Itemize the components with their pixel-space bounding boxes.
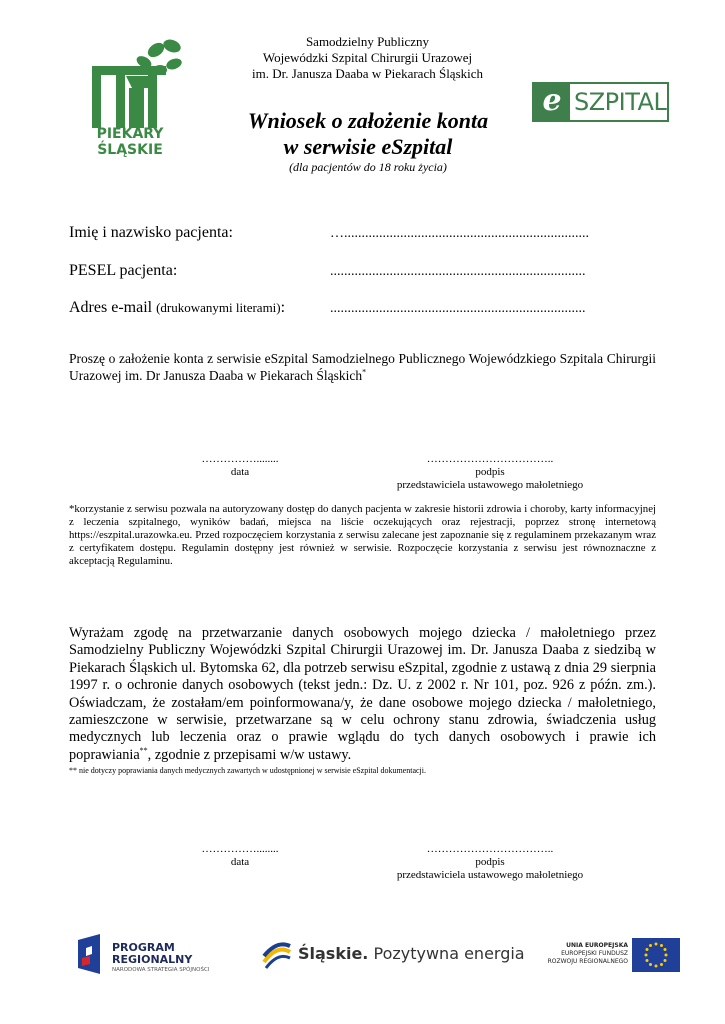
institution-line-2: Wojewódzki Szpital Chirurgii Urazowej bbox=[262, 50, 473, 65]
eszpital-logo bbox=[532, 82, 669, 122]
consent-text-1: Wyrażam zgodę na przetwarzanie danych osobowych mojego dziecka / małoletniego przez Samodzielny Publiczny Wojewódzki Szpital Chirurgii Urazowej im. Dr. Janusza Daaba z siedzibą w Piekarach Śląskich ul. Bytomska 62, dla potrzeb serwisu eSzpital, zgodnie z ustawą z dnia 29 sierpnia 1997 r. o ochronie danych osobowych (tekst jedn.: Dz. U. z 2002 r. Nr 101, poz. 926 z późn. zm.). Oświadczam, że zostałam/em poinformowana/y, że dane osobowe mojego dziecka / małoletniego, zamieszczone w serwisie, przetwarzane są w celu ochrony stanu zdrowia, świadczenia usług medycznych lub leczenia oraz o prawie wglądu do tych danych osobowych i prawie ich poprawiania bbox=[69, 625, 656, 763]
eszpital-e-letter: e bbox=[534, 84, 570, 120]
institution-header bbox=[210, 34, 525, 82]
email-label-colon: : bbox=[280, 299, 286, 316]
sign-label-1b: przedstawiciela ustawowego małoletniego bbox=[396, 479, 584, 491]
email-field[interactable]: ......................................................................... bbox=[330, 301, 586, 316]
program-line-1: PROGRAM bbox=[112, 941, 175, 954]
sign-label-1a: podpis bbox=[475, 466, 505, 478]
request-paragraph bbox=[69, 350, 656, 384]
date-signature-1 bbox=[190, 453, 290, 479]
patient-name-field[interactable]: …...................................................................... bbox=[330, 226, 589, 241]
institution-line-3: im. Dr. Janusza Daaba w Piekarach Śląskich bbox=[251, 66, 484, 81]
slaskie-slogan: Pozytywna energia bbox=[373, 944, 525, 963]
date-label-1: data bbox=[230, 466, 250, 478]
consent-text-2: , zgodnie z przepisami w/w ustawy. bbox=[147, 746, 352, 763]
program-line-3: NARODOWA STRATEGIA SPÓJNOŚCI bbox=[112, 967, 210, 973]
city-logo-text-2: ŚLĄSKIE bbox=[97, 142, 163, 158]
guardian-signature-1 bbox=[380, 453, 600, 492]
eu-line-2: EUROPEJSKI FUNDUSZ bbox=[561, 950, 628, 957]
eu-line-3: ROZWOJU REGIONALNEGO bbox=[547, 958, 628, 965]
date-dots-1[interactable]: ……………........ bbox=[201, 453, 279, 465]
request-text: Proszę o założenie konta z serwisie eSzpital Samodzielnego Publicznego Wojewódzkiego Szpitala Chirurgii Urazowej im. Dr Janusza Daaba w Piekarach Śląskich bbox=[69, 351, 656, 383]
consent-footnote-mark: ** bbox=[139, 746, 148, 756]
title-line-1: Wniosek o założenie konta bbox=[247, 108, 489, 133]
date-label-2: data bbox=[230, 856, 250, 868]
title-line-2: w serwisie eSzpital bbox=[283, 134, 453, 159]
pesel-label: PESEL pacjenta: bbox=[69, 262, 178, 279]
program-line-2: REGIONALNY bbox=[112, 953, 193, 966]
footnote-1: *korzystanie z serwisu pozwala na autoryzowany dostęp do danych pacjenta w zakresie historii zdrowia i choroby, karty informacyjnej z leczenia szpitalnego, wyników badań, miejsca na liście oczekujących oraz rejestracji, poprzez stronę internetową https://eszpital.urazowka.eu. Przed rozpoczęciem korzystania z serwisu zalecane jest zapoznanie się z regulaminem przekazanym wraz z certyfikatem dostępu. Regulamin dostępny jest również w serwisie. Rozpoczęcie korzystania z serwisu jest równoznaczne z akceptacją Regulaminu. bbox=[69, 503, 656, 567]
program-regionalny-logo bbox=[78, 930, 223, 980]
email-label-text: Adres e-mail bbox=[69, 299, 153, 316]
pesel-field[interactable]: ......................................................................... bbox=[330, 264, 586, 279]
piekary-slaskie-logo bbox=[88, 36, 184, 162]
eszpital-text: SZPITAL bbox=[574, 88, 667, 116]
sign-dots-2[interactable]: …………………………….. bbox=[426, 843, 554, 855]
slaskie-emblem bbox=[262, 940, 292, 970]
sign-dots-1[interactable]: …………………………….. bbox=[426, 453, 554, 465]
eu-logo bbox=[538, 930, 683, 980]
program-regionalny-emblem bbox=[78, 934, 106, 974]
eu-flag-icon bbox=[632, 938, 680, 972]
date-signature-2 bbox=[190, 843, 290, 869]
sign-label-2b: przedstawiciela ustawowego małoletniego bbox=[396, 869, 584, 881]
slaskie-text: Śląskie. bbox=[298, 944, 369, 963]
eu-line-1: UNIA EUROPEJSKA bbox=[566, 942, 628, 949]
document-subtitle: (dla pacjentów do 18 roku życia) bbox=[289, 160, 447, 174]
document-title bbox=[190, 108, 546, 160]
guardian-signature-2 bbox=[380, 843, 600, 882]
consent-paragraph bbox=[69, 625, 656, 764]
footnote-2: ** nie dotyczy poprawiania danych medycznych zawartych w udostępnionej w serwisie eSzpital dokumentacji. bbox=[69, 766, 426, 775]
institution-line-1: Samodzielny Publiczny bbox=[305, 34, 430, 49]
email-label-note: (drukowanymi literami) bbox=[156, 300, 281, 315]
slaskie-logo bbox=[262, 930, 525, 980]
city-logo-text-1: PIEKARY bbox=[96, 126, 164, 142]
patient-name-label: Imię i nazwisko pacjenta: bbox=[69, 224, 233, 241]
date-dots-2[interactable]: ……………........ bbox=[201, 843, 279, 855]
request-footnote-mark: * bbox=[362, 367, 367, 377]
sign-label-2a: podpis bbox=[475, 856, 505, 868]
email-label bbox=[69, 299, 285, 317]
